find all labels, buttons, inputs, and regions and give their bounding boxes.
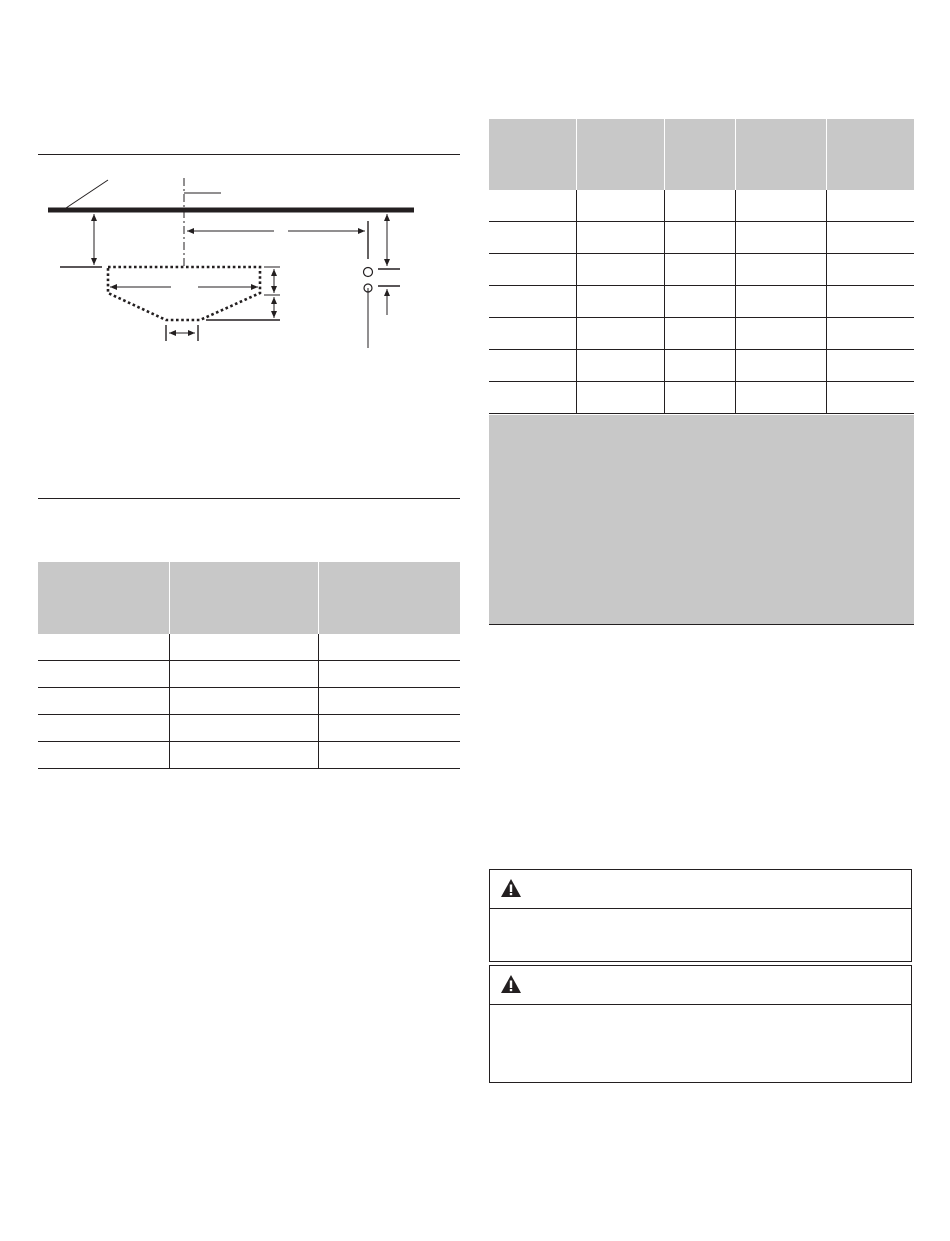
table-cell: [489, 286, 576, 318]
table-row: [38, 715, 460, 742]
table-cell: [318, 742, 460, 769]
warning-triangle-icon: [500, 974, 522, 994]
table-cell: [489, 190, 576, 222]
table-header-cell: [826, 119, 914, 190]
table-cell: [826, 318, 914, 350]
table-header-cell: [169, 562, 318, 634]
leader-ceiling: [66, 180, 108, 208]
table-cell: [576, 318, 664, 350]
unit-outline: [108, 267, 260, 320]
table-row: [489, 190, 914, 222]
table-row: [489, 318, 914, 350]
table-cell: [576, 254, 664, 286]
table-cell: [664, 254, 735, 286]
table-cell: [38, 688, 169, 715]
warning-box: [489, 869, 912, 962]
table-cell: [169, 688, 318, 715]
table-cell: [735, 222, 826, 254]
section-rule-middle: [38, 498, 460, 499]
table-cell: [826, 190, 914, 222]
table-cell: [169, 715, 318, 742]
table-cell: [826, 222, 914, 254]
table-cell: [318, 661, 460, 688]
table-header-cell: [318, 562, 460, 634]
table-header-cell: [576, 119, 664, 190]
table-row: [38, 661, 460, 688]
table-cell: [489, 222, 576, 254]
table-header-cell: [664, 119, 735, 190]
table-row: [38, 634, 460, 661]
table-row: [38, 688, 460, 715]
table-cell: [38, 634, 169, 661]
table-row: [489, 286, 914, 318]
table-cell: [735, 190, 826, 222]
table-cell: [576, 350, 664, 382]
table-cell: [735, 254, 826, 286]
table-right: [489, 119, 914, 414]
table-header-cell: [489, 119, 576, 190]
table-cell: [489, 382, 576, 414]
table-cell: [576, 286, 664, 318]
table-row: [489, 382, 914, 414]
table-cell: [735, 350, 826, 382]
table-cell: [664, 222, 735, 254]
table-row: [489, 222, 914, 254]
table-cell: [664, 286, 735, 318]
table-left: [38, 562, 460, 769]
table-cell: [38, 661, 169, 688]
table-cell: [664, 318, 735, 350]
table-cell: [318, 688, 460, 715]
table-row: [489, 254, 914, 286]
table-header-cell: [735, 119, 826, 190]
table-cell: [735, 382, 826, 414]
table-cell: [318, 715, 460, 742]
table-cell: [576, 190, 664, 222]
table-cell: [826, 350, 914, 382]
table-row: [489, 350, 914, 382]
table-cell: [38, 715, 169, 742]
warning-header: [490, 870, 911, 909]
table-cell: [735, 286, 826, 318]
table-cell: [489, 254, 576, 286]
table-cell: [169, 634, 318, 661]
table-cell: [489, 350, 576, 382]
table-header-cell: [38, 562, 169, 634]
clearance-diagram: [38, 155, 460, 355]
table-cell: [826, 382, 914, 414]
table-cell: [38, 742, 169, 769]
table-cell: [169, 661, 318, 688]
table-cell: [576, 222, 664, 254]
table-cell: [664, 350, 735, 382]
table-cell: [576, 382, 664, 414]
table-cell: [489, 318, 576, 350]
table-cell: [826, 286, 914, 318]
table-header-row: [38, 562, 460, 634]
table-cell: [735, 318, 826, 350]
warning-box: [489, 965, 912, 1083]
table-header-row: [489, 119, 914, 190]
table-row: [38, 742, 460, 769]
table-cell: [318, 634, 460, 661]
warning-header: [490, 966, 911, 1005]
table-cell: [169, 742, 318, 769]
table-notes-panel: [489, 415, 914, 625]
warning-triangle-icon: [500, 878, 522, 898]
table-cell: [664, 190, 735, 222]
table-cell: [826, 254, 914, 286]
table-cell: [664, 382, 735, 414]
pipe-circle-upper: [364, 268, 373, 277]
